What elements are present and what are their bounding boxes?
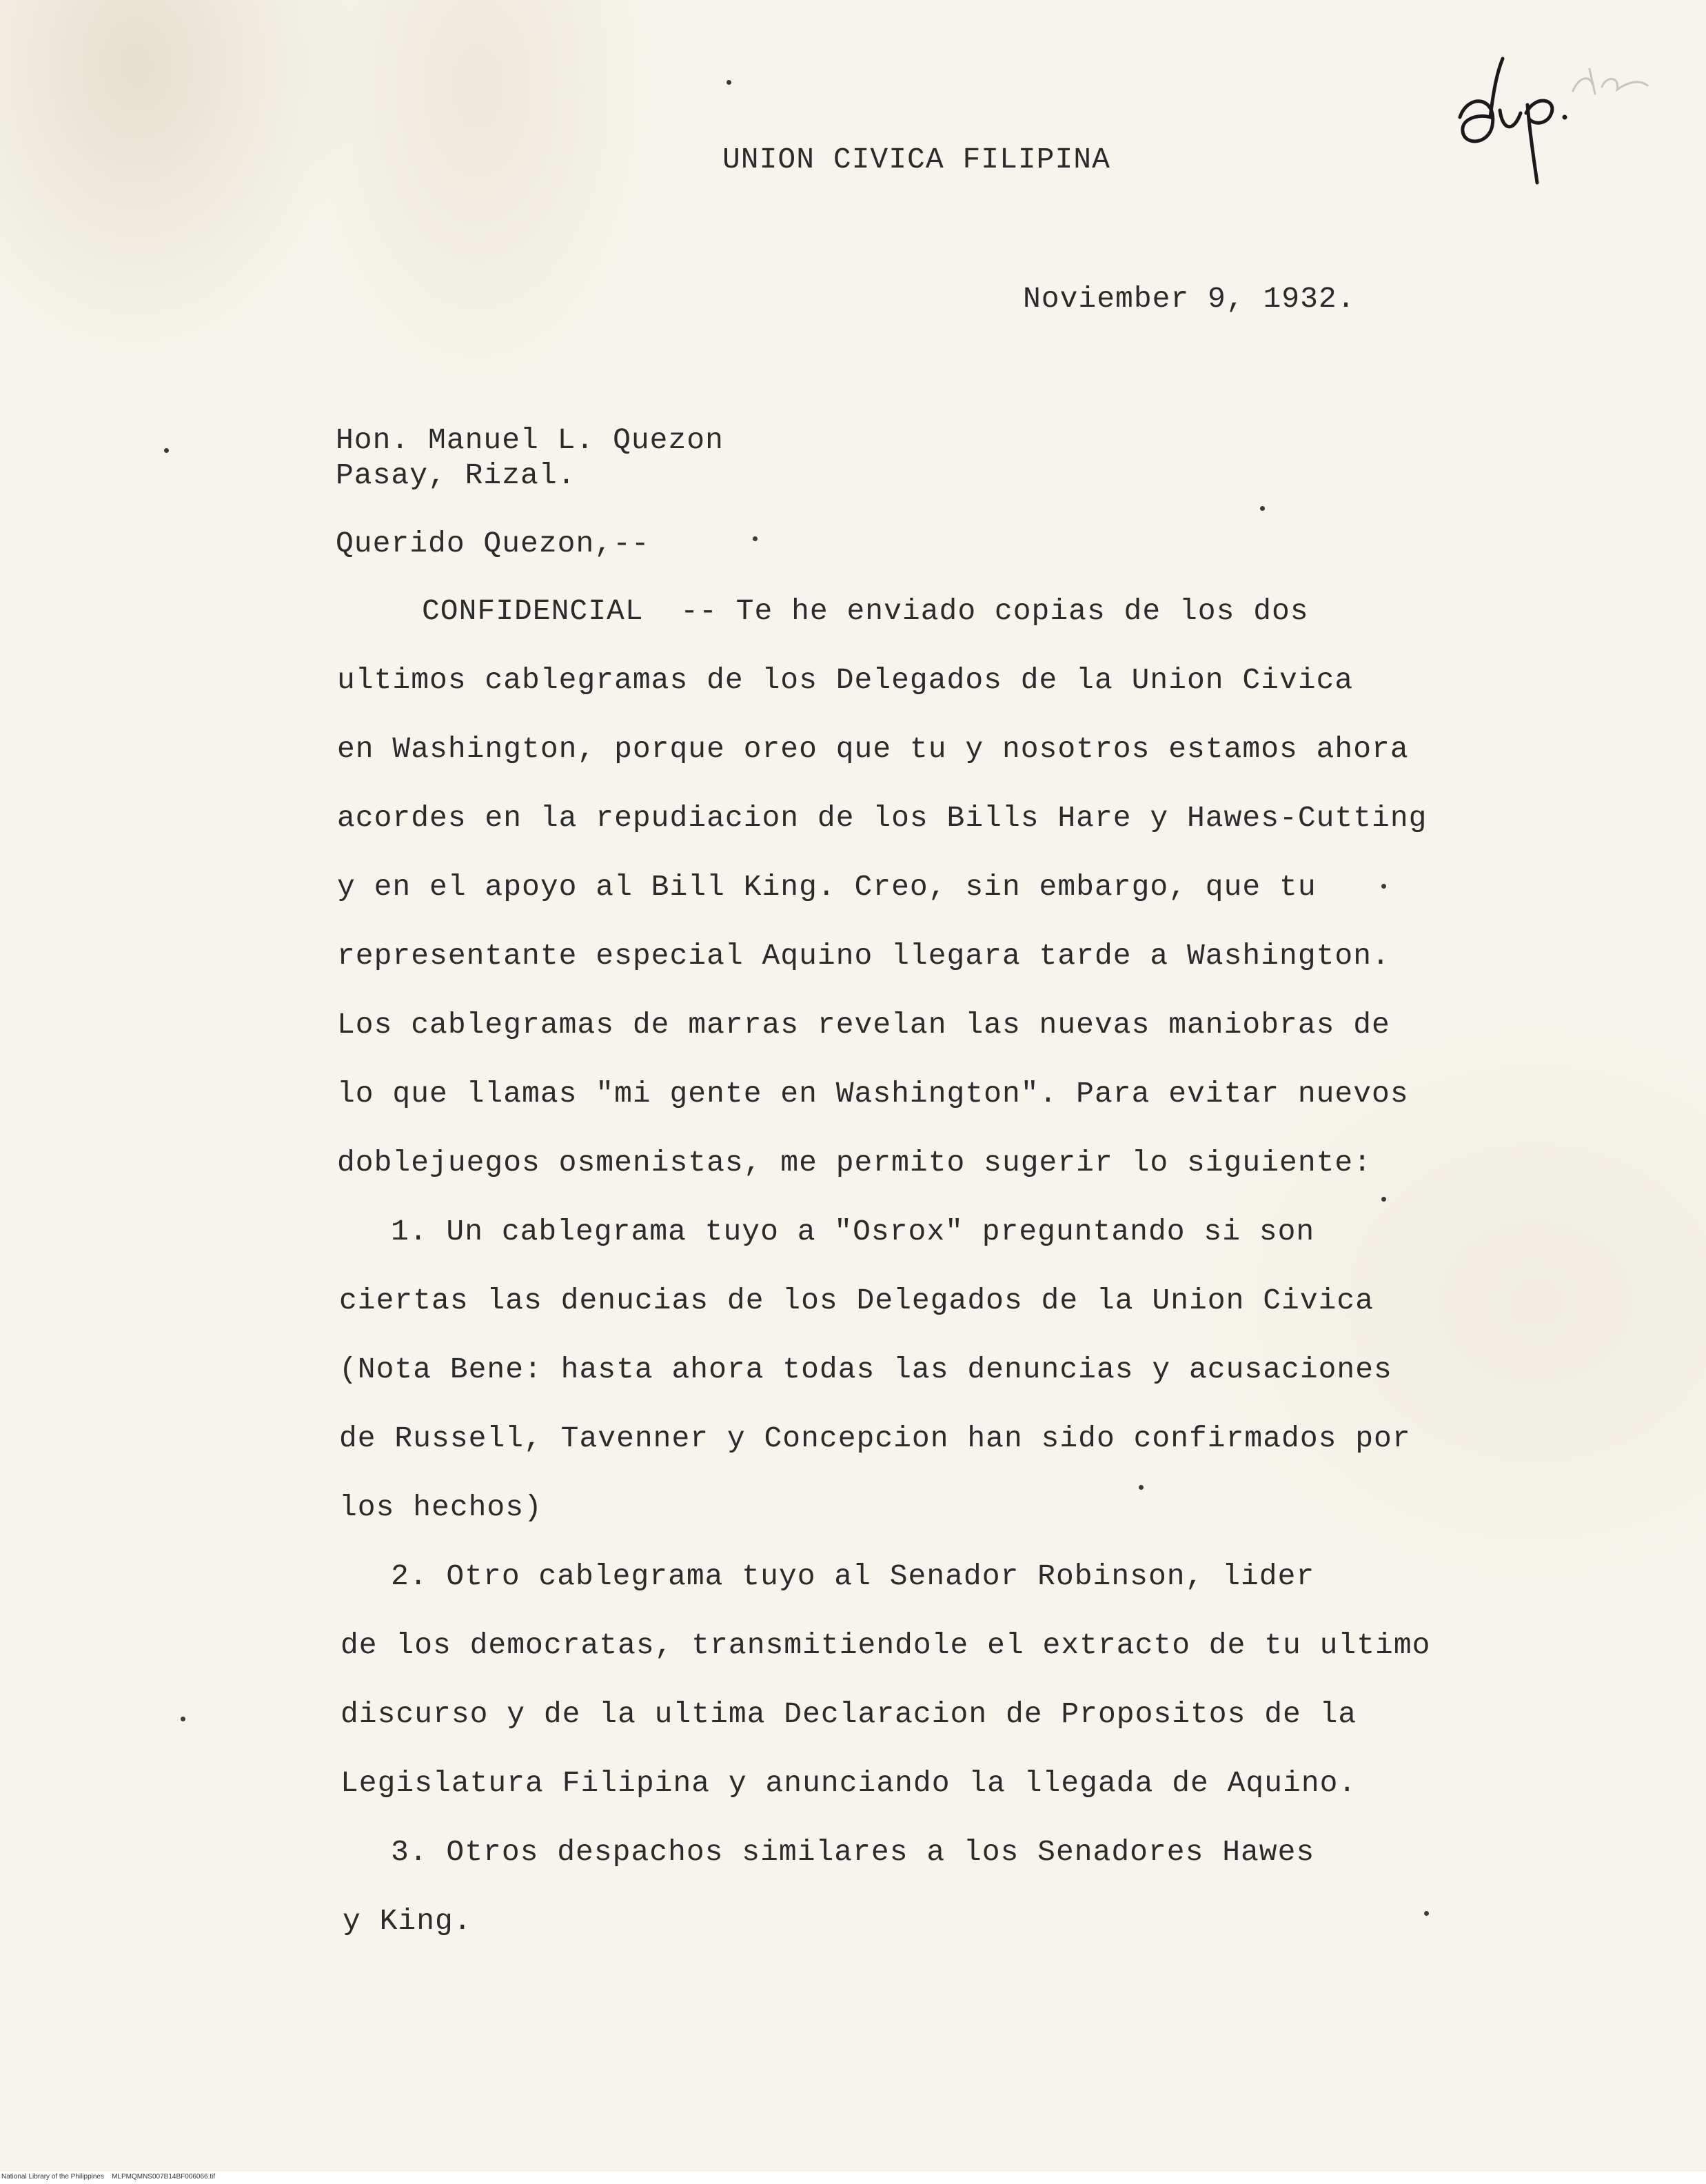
- item-line: 3. Otros despachos similares a los Senadores Hawes: [391, 1835, 1315, 1869]
- scan-speck: [164, 448, 169, 453]
- body-line: doblejuegos osmenistas, me permito sugerir lo siguiente:: [337, 1146, 1372, 1180]
- body-line: y en el apoyo al Bill King. Creo, sin embargo, que tu: [337, 870, 1317, 904]
- addressee-location: Pasay, Rizal.: [336, 458, 576, 492]
- item-line: 1. Un cablegrama tuyo a "Osrox" preguntando si son: [391, 1215, 1315, 1248]
- scan-speck: [1381, 884, 1386, 889]
- letterhead: UNION CIVICA FILIPINA: [722, 143, 1110, 176]
- scan-speck: [181, 1717, 185, 1721]
- scan-speck: [1260, 506, 1265, 511]
- item-line: (Nota Bene: hasta ahora todas las denuncias y acusaciones: [339, 1353, 1392, 1386]
- addressee-name: Hon. Manuel L. Quezon: [336, 423, 724, 457]
- item-line: discurso y de la ultima Declaracion de Propositos de la: [341, 1697, 1357, 1731]
- item-line: y King.: [343, 1904, 472, 1938]
- body-line: en Washington, porque oreo que tu y nosotros estamos ahora: [337, 732, 1409, 766]
- body-line: Los cablegramas de marras revelan las nuevas maniobras de: [337, 1008, 1390, 1042]
- salutation: Querido Quezon,--: [336, 527, 650, 560]
- body-line: acordes en la repudiacion de los Bills Hare y Hawes-Cutting: [337, 801, 1428, 835]
- scan-footer-band: [0, 2172, 1706, 2184]
- item-line: los hechos): [339, 1490, 542, 1524]
- scan-speck: [1139, 1485, 1144, 1490]
- item-line: Legislatura Filipina y anunciando la llegada de Aquino.: [341, 1766, 1357, 1800]
- scan-speck: [1381, 1197, 1386, 1202]
- body-line: lo que llamas "mi gente en Washington". Para evitar nuevos: [337, 1077, 1409, 1111]
- scan-speck: [753, 536, 758, 541]
- scan-speck: [1424, 1911, 1429, 1916]
- scan-speck: [727, 80, 731, 85]
- letter-date: Noviember 9, 1932.: [1023, 282, 1356, 316]
- body-line: CONFIDENCIAL -- Te he enviado copias de los dos: [422, 594, 1309, 628]
- body-line: ultimos cablegramas de los Delegados de la Union Civica: [337, 663, 1354, 697]
- scan-footer-caption: National Library of the Philippines MLPMQMNS007B14BF006066.tif: [1, 2173, 216, 2181]
- handwritten-dup-note: [1454, 28, 1661, 193]
- item-line: ciertas las denucias de los Delegados de la Union Civica: [339, 1284, 1374, 1317]
- body-line: representante especial Aquino llegara tarde a Washington.: [337, 939, 1390, 973]
- item-line: de los democratas, transmitiendole el extracto de tu ultimo: [341, 1628, 1431, 1662]
- item-line: 2. Otro cablegrama tuyo al Senador Robinson, lider: [391, 1559, 1315, 1593]
- item-line: de Russell, Tavenner y Concepcion han sido confirmados por: [339, 1422, 1411, 1455]
